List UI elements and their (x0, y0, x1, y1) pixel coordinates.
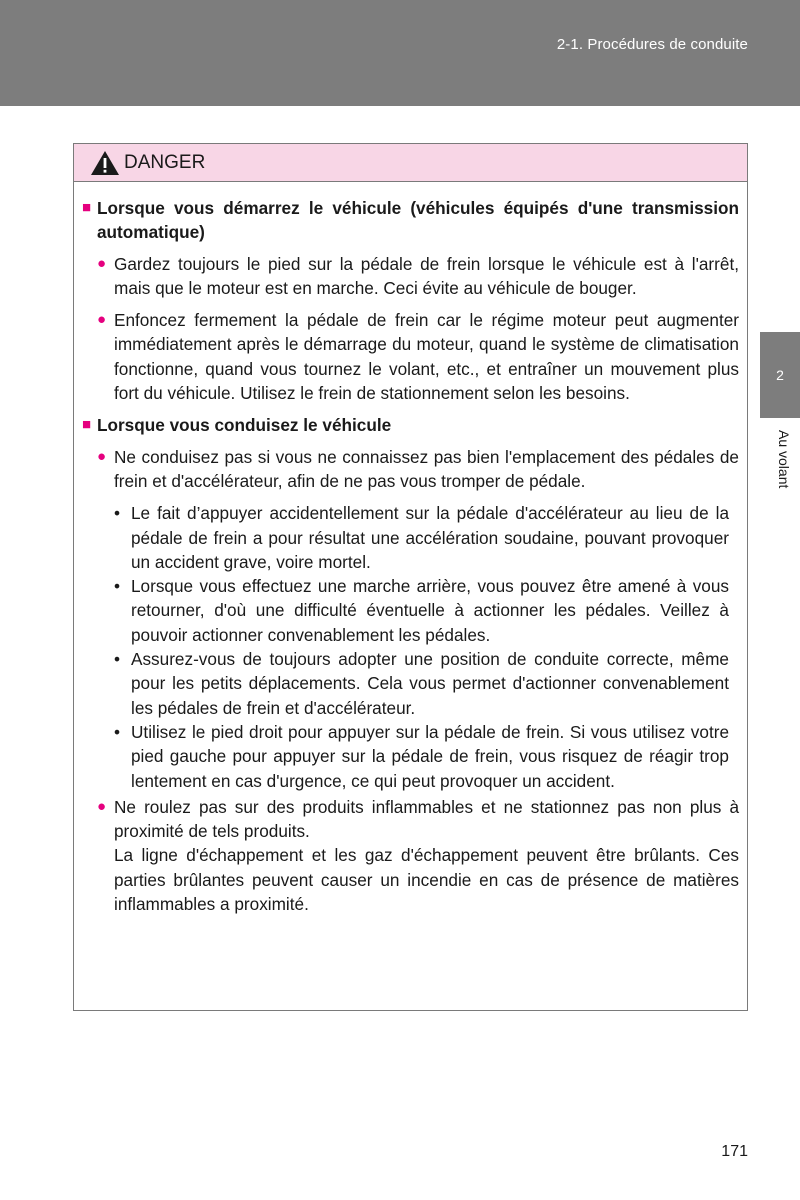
list-item-text: Ne conduisez pas si vous ne connaissez pas bien l'emplacement des pédales de frein et d'accélérateur, afin de ne pas vous tromper de pédale. (114, 446, 739, 491)
section-title: 2-1. Procédures de conduite (556, 36, 748, 53)
square-bullet-icon: ■ (82, 416, 92, 434)
sub-bullet (114, 720, 729, 793)
header-bar (0, 0, 800, 106)
sub-bullet-text: Le fait d’appuyer accidentellement sur la pédale d'accélérateur au lieu de la pédale de frein a pour résultat une accélération soudaine, pouvant provoquer un accident grave, voire mortel. (131, 503, 729, 572)
dot-bullet-icon: • (114, 576, 121, 597)
square-bullet-icon: ■ (82, 199, 92, 216)
list-item (97, 795, 739, 916)
warning-triangle-icon (90, 150, 120, 176)
section-heading (82, 413, 739, 437)
section-heading (82, 196, 739, 245)
dot-bullet-icon: • (114, 721, 121, 742)
chapter-tab (760, 332, 800, 418)
dot-bullet-icon: • (114, 503, 121, 524)
sub-bullet-text: Assurez-vous de toujours adopter une position de conduite correcte, même pour les petits déplacements. Cela vous permet d'actionner convenablement les pédales de frein et d'accélérateur. (131, 649, 729, 718)
round-bullet-icon: ● (97, 797, 107, 815)
danger-content (74, 182, 747, 924)
round-bullet-icon: ● (97, 447, 107, 465)
list-item (97, 308, 739, 405)
list-item-extra-text: La ligne d'échappement et les gaz d'échappement peuvent être brûlants. Ces parties brûlantes peuvent causer un incendie en cas de présence de matières inflammables a proximité. (114, 845, 739, 915)
dot-bullet-icon: • (114, 649, 121, 670)
chapter-number: 2 (776, 367, 784, 383)
list-item (97, 445, 739, 494)
sub-bullet-list (114, 501, 739, 793)
danger-box (73, 143, 748, 1011)
list-item-text: Gardez toujours le pied sur la pédale de frein lorsque le véhicule est à l'arrêt, mais que le moteur est en marche. Ceci évite au véhicule de bouger. (114, 253, 739, 298)
chapter-label: Au volant (776, 430, 792, 489)
round-bullet-icon: ● (97, 254, 107, 272)
sub-bullet-text: Utilisez le pied droit pour appuyer sur la pédale de frein. Si vous utilisez votre pied gauche pour appuyer sur la pédale de frein, vous risquez de réagir trop lentement en cas d'urgence, ce qui peut provoquer un accident. (131, 721, 729, 791)
list-item-text: Enfoncez fermement la pédale de frein car le régime moteur peut augmenter immédiatement après le démarrage du moteur, quand le système de climatisation fonctionne, quand vous tournez le volant, etc., et entraîner un mouvement plus fort du véhicule. Utilisez le frein de stationnement selon les besoins. (114, 310, 739, 404)
danger-header (74, 144, 747, 182)
page-number: 171 (721, 1143, 748, 1160)
list-item-body (114, 795, 739, 916)
list-item (97, 252, 739, 301)
section-heading-text: Lorsque vous conduisez le véhicule (97, 415, 392, 436)
danger-title: DANGER (124, 151, 206, 173)
round-bullet-icon: ● (97, 311, 107, 329)
list-item-text: Ne roulez pas sur des produits inflammables et ne stationnez pas non plus à proximité de tels produits. (114, 796, 739, 842)
section-heading-text: Lorsque vous démarrez le véhicule (véhicules équipés d'une transmission automatique) (97, 198, 739, 243)
sub-bullet (114, 574, 729, 647)
sub-bullet (114, 501, 729, 574)
sub-bullet-text: Lorsque vous effectuez une marche arrière, vous pouvez être amené à vous retourner, d'où une difficulté éventuelle à actionner les pédales. Veillez à pouvoir actionner convenablement les pédales. (131, 576, 729, 645)
sub-bullet (114, 647, 729, 720)
